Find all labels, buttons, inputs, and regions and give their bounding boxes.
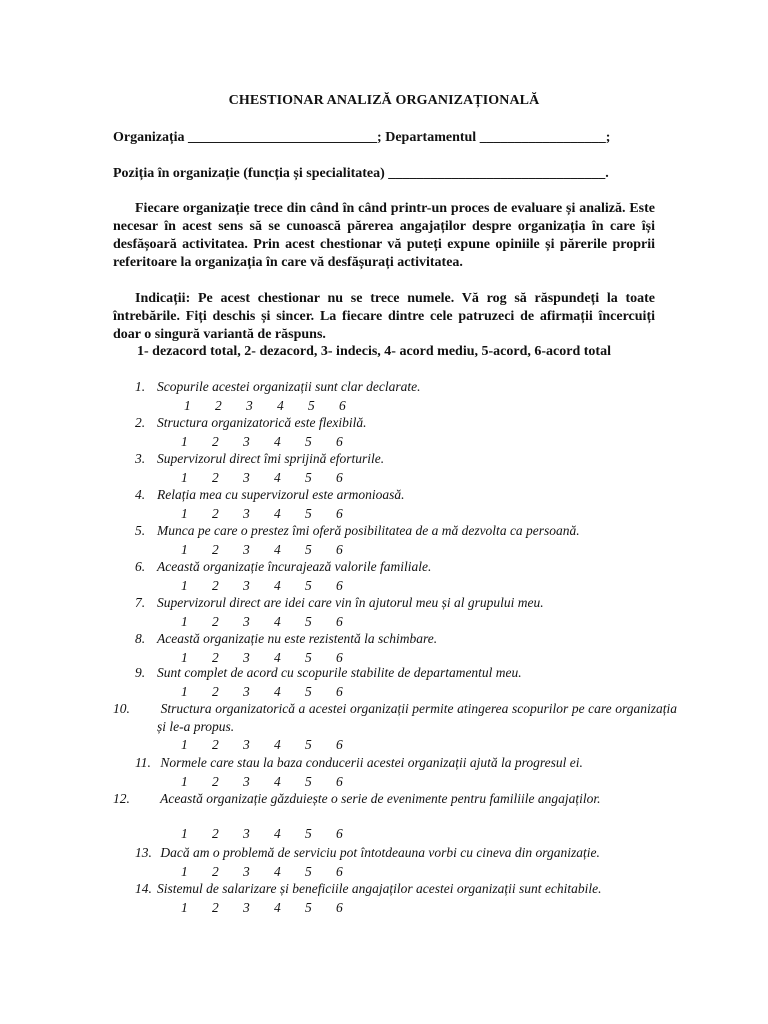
question-number: 11. xyxy=(135,755,151,770)
rating-scale-legend: 1- dezacord total, 2- dezacord, 3- indecis, 4- acord mediu, 5-acord, 6-acord total xyxy=(137,344,611,359)
answer-option[interactable]: 4 xyxy=(274,542,281,557)
question-14 xyxy=(135,880,655,898)
answer-option[interactable]: 4 xyxy=(274,650,281,665)
answer-option[interactable]: 6 xyxy=(336,900,343,915)
answer-option[interactable]: 3 xyxy=(243,578,250,593)
question-text: Scopurile acestei organizații sunt clar declarate. xyxy=(157,379,421,394)
answer-option[interactable]: 2 xyxy=(212,864,219,879)
question-text: Supervizorul direct îmi sprijină eforturile. xyxy=(157,451,385,466)
question-number: 12. xyxy=(113,791,130,806)
answer-option[interactable]: 3 xyxy=(243,864,250,879)
answer-option[interactable]: 1 xyxy=(181,864,188,879)
answer-option[interactable]: 2 xyxy=(212,650,219,665)
question-2 xyxy=(135,414,655,432)
answer-option[interactable]: 5 xyxy=(305,578,312,593)
answer-option[interactable]: 3 xyxy=(243,506,250,521)
question-4 xyxy=(135,486,655,504)
question-number: 6. xyxy=(135,559,146,574)
answer-option[interactable]: 4 xyxy=(277,398,284,413)
answer-option[interactable]: 4 xyxy=(274,900,281,915)
question-text: Dacă am o problemă de serviciu pot întotdeauna vorbi cu cineva din organizație. xyxy=(157,845,600,860)
answer-option[interactable]: 4 xyxy=(274,470,281,485)
answer-option[interactable]: 6 xyxy=(336,470,343,485)
answer-option[interactable]: 5 xyxy=(305,542,312,557)
answer-option[interactable]: 3 xyxy=(243,542,250,557)
answer-option[interactable]: 1 xyxy=(181,650,188,665)
question-7 xyxy=(135,594,655,612)
answer-option[interactable]: 5 xyxy=(305,506,312,521)
document-title: CHESTIONAR ANALIZĂ ORGANIZAȚIONALĂ xyxy=(228,93,540,108)
answer-option[interactable]: 2 xyxy=(212,506,219,521)
answer-option[interactable]: 3 xyxy=(243,650,250,665)
question-number: 3. xyxy=(135,451,146,466)
answer-options-14 xyxy=(181,900,367,916)
answer-option[interactable]: 6 xyxy=(336,542,343,557)
question-text: Sunt complet de acord cu scopurile stabilite de departamentul meu. xyxy=(157,665,522,680)
answer-option[interactable]: 6 xyxy=(336,864,343,879)
answer-option[interactable]: 1 xyxy=(181,737,188,752)
question-number: 8. xyxy=(135,631,146,646)
answer-option[interactable]: 6 xyxy=(336,684,343,699)
answer-option[interactable]: 4 xyxy=(274,684,281,699)
answer-option[interactable]: 3 xyxy=(243,470,250,485)
answer-option[interactable]: 5 xyxy=(308,398,315,413)
answer-option[interactable]: 1 xyxy=(181,774,188,789)
answer-option[interactable]: 2 xyxy=(212,774,219,789)
answer-option[interactable]: 2 xyxy=(215,398,222,413)
question-9 xyxy=(135,664,655,682)
answer-option[interactable]: 1 xyxy=(184,398,191,413)
answer-options-7 xyxy=(181,614,367,630)
answer-option[interactable]: 5 xyxy=(305,864,312,879)
answer-option[interactable]: 2 xyxy=(212,614,219,629)
answer-option[interactable]: 5 xyxy=(305,684,312,699)
question-3 xyxy=(135,450,655,468)
question-number: 1. xyxy=(135,379,146,394)
answer-option[interactable]: 2 xyxy=(212,434,219,449)
question-text: Această organizație găzduiește o serie de evenimente pentru familiile angajaților. xyxy=(157,791,601,806)
answer-option[interactable]: 5 xyxy=(305,826,312,841)
question-number: 9. xyxy=(135,665,146,680)
question-text: Normele care stau la baza conducerii acestei organizații ajută la progresul ei. xyxy=(157,755,583,770)
answer-option[interactable]: 5 xyxy=(305,737,312,752)
answer-option[interactable]: 6 xyxy=(336,578,343,593)
answer-option[interactable]: 5 xyxy=(305,774,312,789)
answer-option[interactable]: 4 xyxy=(274,864,281,879)
answer-options-10 xyxy=(181,737,367,753)
answer-option[interactable]: 4 xyxy=(274,434,281,449)
question-text: Munca pe care o prestez îmi oferă posibilitatea de a mă dezvolta ca persoană. xyxy=(157,523,580,538)
answer-option[interactable]: 4 xyxy=(274,614,281,629)
question-text: Supervizorul direct are idei care vin în ajutorul meu și al grupului meu. xyxy=(157,595,544,610)
answer-option[interactable]: 3 xyxy=(243,737,250,752)
question-number: 4. xyxy=(135,487,146,502)
answer-option[interactable]: 2 xyxy=(212,737,219,752)
answer-options-1 xyxy=(184,398,370,414)
answer-option[interactable]: 3 xyxy=(243,774,250,789)
question-text: Această organizație încurajează valorile familiale. xyxy=(157,559,432,574)
answer-option[interactable]: 5 xyxy=(305,650,312,665)
answer-option[interactable]: 4 xyxy=(274,737,281,752)
answer-options-11 xyxy=(181,774,367,790)
answer-option[interactable]: 3 xyxy=(243,826,250,841)
answer-option[interactable]: 5 xyxy=(305,470,312,485)
question-number: 7. xyxy=(135,595,146,610)
answer-option[interactable]: 3 xyxy=(243,434,250,449)
position-field[interactable]: Poziția în organizație (funcția și specialitatea) _______________________________. xyxy=(113,166,609,181)
answer-options-4 xyxy=(181,506,367,522)
question-6 xyxy=(135,558,655,576)
answer-option[interactable]: 3 xyxy=(243,900,250,915)
answer-option[interactable]: 6 xyxy=(336,774,343,789)
question-12 xyxy=(113,790,677,808)
answer-option[interactable]: 6 xyxy=(339,398,346,413)
question-5 xyxy=(135,522,655,540)
answer-option[interactable]: 6 xyxy=(336,826,343,841)
question-text: Structura organizatorică a acestei organizații permite atingerea scopurilor pe care organizația și le-a propus. xyxy=(157,701,677,734)
organization-department-field[interactable]: Organizația ___________________________; Departamentul __________________; xyxy=(113,130,611,145)
answer-option[interactable]: 1 xyxy=(181,470,188,485)
instructions-paragraph: Indicații: Pe acest chestionar nu se trece numele. Vă rog să răspundeți la toate întrebările. Fiți deschis și sincer. La fiecare dintre cele patruzeci de afirmații încercuiți doar o singură variantă de răspuns. xyxy=(113,291,655,342)
question-text: Sistemul de salarizare și beneficiile angajaților acestei organizații sunt echitabile. xyxy=(157,881,602,896)
answer-options-3 xyxy=(181,470,367,486)
question-11 xyxy=(135,754,655,772)
answer-option[interactable]: 4 xyxy=(274,774,281,789)
answer-option[interactable]: 5 xyxy=(305,434,312,449)
question-text: Această organizație nu este rezistentă la schimbare. xyxy=(157,631,438,646)
answer-options-6 xyxy=(181,578,367,594)
answer-options-12 xyxy=(181,826,367,842)
answer-option[interactable]: 1 xyxy=(181,826,188,841)
question-number: 14. xyxy=(135,881,152,896)
answer-option[interactable]: 2 xyxy=(212,684,219,699)
question-10 xyxy=(113,700,677,736)
answer-option[interactable]: 1 xyxy=(181,434,188,449)
answer-option[interactable]: 3 xyxy=(243,684,250,699)
answer-option[interactable]: 1 xyxy=(181,900,188,915)
answer-options-2 xyxy=(181,434,367,450)
answer-options-5 xyxy=(181,542,367,558)
question-number: 5. xyxy=(135,523,146,538)
question-1 xyxy=(135,378,655,396)
answer-option[interactable]: 4 xyxy=(274,826,281,841)
question-number: 13. xyxy=(135,845,152,860)
answer-options-9 xyxy=(181,684,367,700)
answer-option[interactable]: 3 xyxy=(243,614,250,629)
answer-option[interactable]: 2 xyxy=(212,578,219,593)
answer-option[interactable]: 2 xyxy=(212,470,219,485)
answer-option[interactable]: 1 xyxy=(181,684,188,699)
intro-paragraph: Fiecare organizație trece din când în când printr-un proces de evaluare și analiză. Este necesar în acest sens să se cunoască părerea angajaților despre organizația în care își desfășoară activitatea. Prin acest chestionar vă puteți expune opiniile și părerile proprii referitoare la organizația în care vă desfășurați activitatea. xyxy=(113,201,655,270)
answer-option[interactable]: 1 xyxy=(181,542,188,557)
answer-option[interactable]: 6 xyxy=(336,434,343,449)
answer-option[interactable]: 5 xyxy=(305,900,312,915)
answer-option[interactable]: 6 xyxy=(336,737,343,752)
answer-option[interactable]: 3 xyxy=(246,398,253,413)
question-text: Structura organizatorică este flexibilă. xyxy=(157,415,367,430)
answer-option[interactable]: 1 xyxy=(181,506,188,521)
answer-option[interactable]: 6 xyxy=(336,650,343,665)
answer-option[interactable]: 4 xyxy=(274,578,281,593)
question-13 xyxy=(135,844,655,862)
answer-option[interactable]: 5 xyxy=(305,614,312,629)
answer-option[interactable]: 2 xyxy=(212,900,219,915)
answer-option[interactable]: 1 xyxy=(181,614,188,629)
question-number: 10. xyxy=(113,701,130,716)
answer-options-13 xyxy=(181,864,367,880)
answer-option[interactable]: 4 xyxy=(274,506,281,521)
question-8 xyxy=(135,630,655,648)
answer-option[interactable]: 2 xyxy=(212,542,219,557)
answer-option[interactable]: 1 xyxy=(181,578,188,593)
question-text: Relația mea cu supervizorul este armonioasă. xyxy=(157,487,405,502)
answer-option[interactable]: 6 xyxy=(336,614,343,629)
answer-option[interactable]: 2 xyxy=(212,826,219,841)
question-number: 2. xyxy=(135,415,146,430)
answer-option[interactable]: 6 xyxy=(336,506,343,521)
